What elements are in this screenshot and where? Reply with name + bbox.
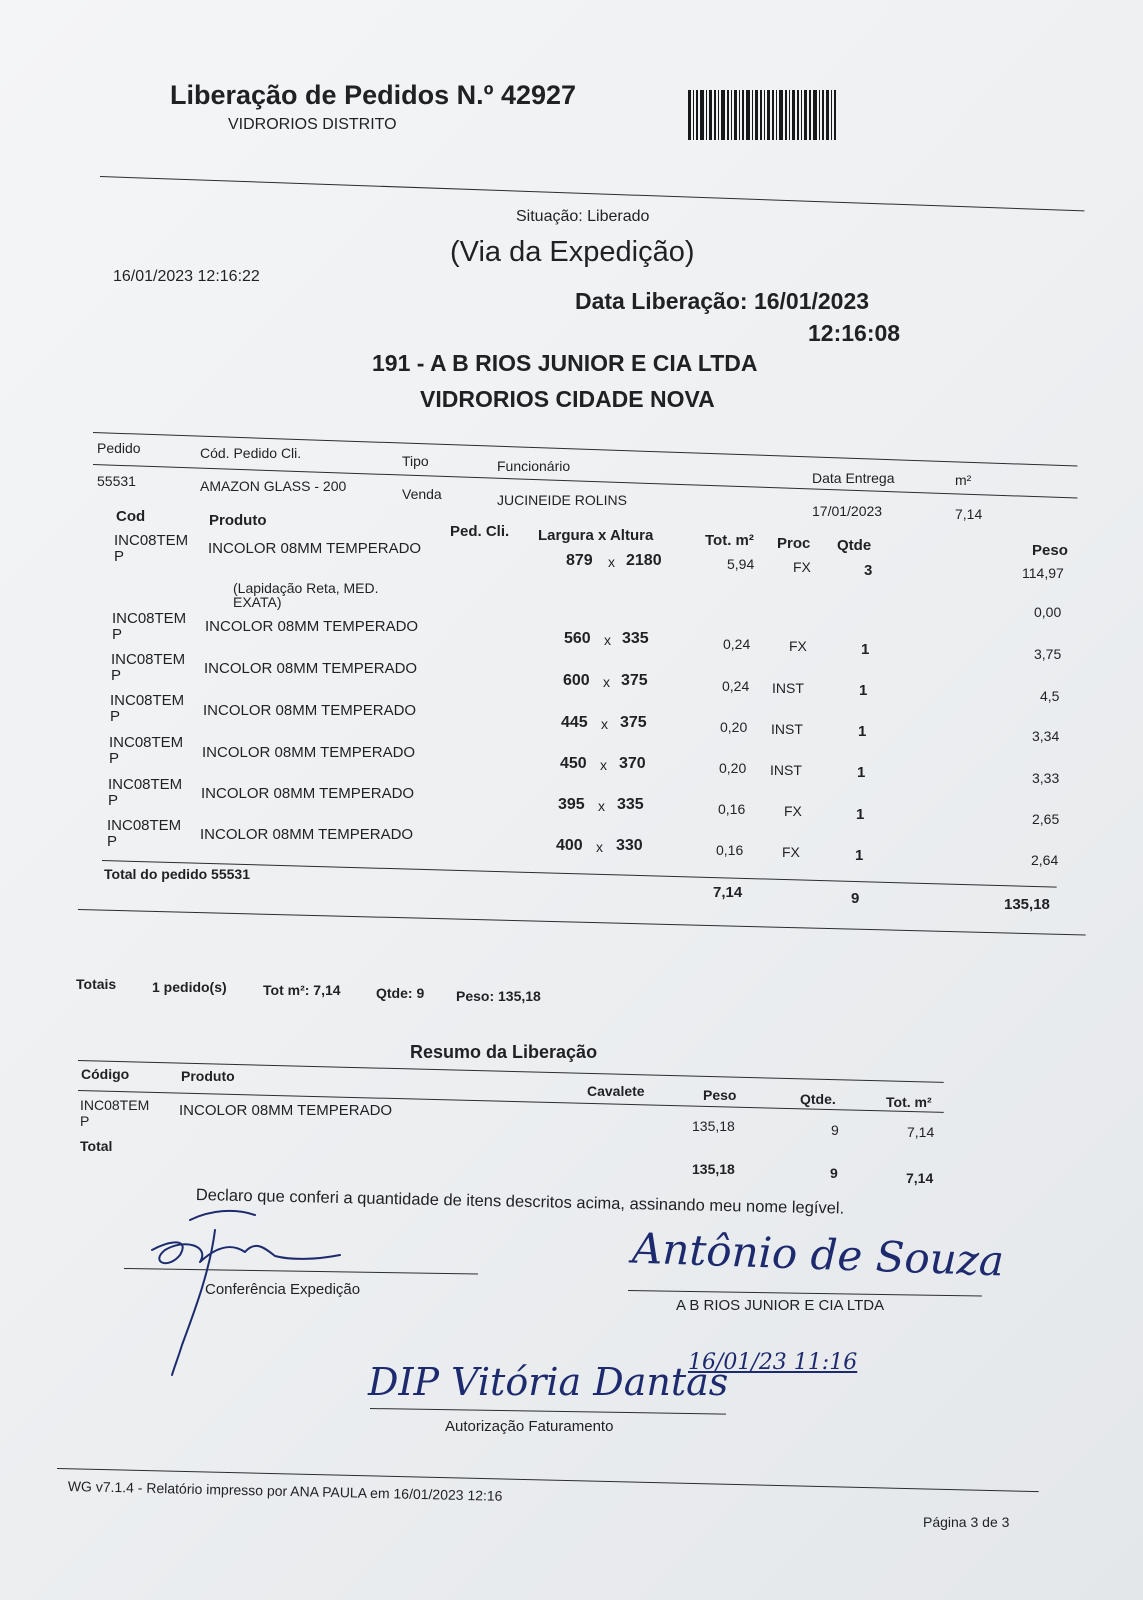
- item-product: INCOLOR 08MM TEMPERADO: [201, 785, 415, 802]
- printed-datetime: 16/01/2023 12:16:22: [113, 268, 260, 285]
- item-code: INC08TEM: [114, 532, 189, 549]
- item-code: INC08TEM: [110, 692, 185, 709]
- item-qtde: 3: [864, 562, 873, 579]
- item-tot-m2: 5,94: [727, 556, 755, 572]
- totals-weight: Peso: 135,18: [456, 988, 541, 1004]
- item-width: 450: [560, 755, 587, 772]
- item-x: x: [600, 757, 607, 773]
- conferencia-label: Conferência Expedição: [205, 1281, 361, 1298]
- handwritten-datetime: 16/01/23 11:16: [688, 1350, 858, 1375]
- col-funcionario: Funcionário: [497, 458, 571, 474]
- release-time: 12:16:08: [808, 320, 901, 346]
- item-width: 560: [564, 630, 591, 647]
- item-note-cont: EXATA): [233, 594, 282, 610]
- item-product: INCOLOR 08MM TEMPERADO: [202, 744, 416, 761]
- item-product: INCOLOR 08MM TEMPERADO: [205, 618, 419, 635]
- item-height: 375: [621, 672, 648, 689]
- item-height: 335: [617, 796, 644, 813]
- item-proc: FX: [789, 638, 807, 654]
- item-weight: 4,5: [1040, 688, 1060, 704]
- col-cod: Cod: [116, 508, 146, 525]
- page-number: Página 3 de 3: [923, 1514, 1010, 1530]
- col-m2: m²: [955, 472, 972, 488]
- summary-total-label: Total: [80, 1138, 113, 1154]
- order-total-qtde: 9: [851, 890, 860, 907]
- item-qtde: 1: [856, 806, 865, 823]
- item-qtde: 1: [861, 641, 870, 658]
- item-code-suffix: P: [111, 667, 122, 684]
- col-codigo: Código: [81, 1066, 130, 1082]
- item-height: 335: [622, 630, 649, 647]
- item-qtde: 1: [855, 847, 864, 864]
- item-height: 370: [619, 755, 646, 772]
- col-qtde: Qtde: [837, 537, 872, 554]
- item-code: INC08TEM: [108, 776, 183, 793]
- col-cod-pedido-cli: Cód. Pedido Cli.: [200, 445, 302, 461]
- summary-total-m2: 7,14: [906, 1170, 934, 1186]
- item-x: x: [608, 554, 615, 570]
- item-tot-m2: 0,20: [720, 719, 748, 735]
- col-data-entrega: Data Entrega: [812, 470, 895, 486]
- summary-title: Resumo da Liberação: [410, 1042, 598, 1062]
- item-code-suffix: P: [109, 750, 120, 767]
- col-tot-m2: Tot. m²: [705, 532, 754, 549]
- item-code-suffix: P: [114, 548, 125, 565]
- totals-label: Totais: [76, 976, 117, 992]
- item-tot-m2: 0,24: [722, 678, 750, 694]
- order-delivery-date: 17/01/2023: [812, 503, 883, 519]
- item-width: 879: [566, 552, 593, 569]
- item-proc: INST: [772, 680, 804, 696]
- summary-m2: 7,14: [907, 1124, 935, 1140]
- item-proc: FX: [793, 559, 811, 575]
- totals-orders: 1 pedido(s): [152, 979, 227, 995]
- item-qtde: 1: [858, 723, 867, 740]
- col-proc: Proc: [777, 535, 811, 552]
- item-weight: 3,34: [1032, 728, 1060, 744]
- autorizacao-handwritten-signature: DIP Vitória Dantas: [368, 1360, 729, 1404]
- order-client-code: AMAZON GLASS - 200: [200, 478, 347, 494]
- item-x: x: [601, 716, 608, 732]
- item-x: x: [598, 798, 605, 814]
- item-x: x: [604, 632, 611, 648]
- item-tot-m2: 0,20: [719, 760, 747, 776]
- item-code: INC08TEM: [107, 817, 182, 834]
- declaration-text: Declaro que conferi a quantidade de itens descritos acima, assinando meu nome legível.: [195, 1186, 845, 1218]
- item-proc: INST: [771, 721, 803, 737]
- col-peso: Peso: [1032, 542, 1068, 559]
- item-note: (Lapidação Reta, MED.: [233, 580, 379, 596]
- item-proc: FX: [784, 803, 802, 819]
- order-m2: 7,14: [955, 506, 983, 522]
- item-tot-m2: 0,16: [716, 842, 744, 858]
- col-summary-tot-m2: Tot. m²: [886, 1094, 932, 1110]
- company-name: VIDRORIOS DISTRITO: [228, 116, 397, 133]
- item-height: 375: [620, 714, 647, 731]
- item-code-suffix: P: [110, 708, 121, 725]
- client-signature-line: [628, 1290, 982, 1297]
- client-store: VIDRORIOS CIDADE NOVA: [420, 386, 715, 412]
- item-height: 330: [616, 837, 643, 854]
- order-total-weight: 135,18: [1004, 896, 1050, 913]
- item-qtde: 1: [859, 682, 868, 699]
- totals-m2: Tot m²: 7,14: [263, 982, 341, 998]
- copy-label: (Via da Expedição): [450, 236, 695, 268]
- item-code: INC08TEM: [111, 651, 186, 668]
- item-code: INC08TEM: [109, 734, 184, 751]
- order-bottom-rule: [78, 909, 1086, 936]
- item-product: INCOLOR 08MM TEMPERADO: [203, 702, 417, 719]
- item-product: INCOLOR 08MM TEMPERADO: [208, 540, 422, 557]
- summary-code-suffix: P: [80, 1113, 90, 1129]
- item-width: 600: [563, 672, 590, 689]
- item-tot-m2: 0,16: [718, 801, 746, 817]
- item-weight: 3,33: [1032, 770, 1060, 786]
- summary-weight: 135,18: [692, 1118, 735, 1134]
- release-date: Data Liberação: 16/01/2023: [575, 288, 870, 314]
- col-summary-produto: Produto: [181, 1068, 235, 1084]
- autorizacao-label: Autorização Faturamento: [445, 1418, 614, 1435]
- item-code-suffix: P: [112, 626, 123, 643]
- item-code-suffix: P: [107, 833, 118, 850]
- item-qtde: 1: [857, 764, 866, 781]
- col-summary-qtde: Qtde.: [800, 1091, 836, 1107]
- order-type: Venda: [402, 486, 442, 502]
- col-largura-altura: Largura x Altura: [538, 527, 654, 544]
- item-x: x: [596, 839, 603, 855]
- conferencia-signature: [140, 1200, 480, 1380]
- item-product: INCOLOR 08MM TEMPERADO: [204, 660, 418, 677]
- client-name: 191 - A B RIOS JUNIOR E CIA LTDA: [372, 350, 758, 376]
- item-x: x: [603, 674, 610, 690]
- col-summary-peso: Peso: [703, 1087, 737, 1103]
- client-signature-label: A B RIOS JUNIOR E CIA LTDA: [676, 1297, 885, 1314]
- summary-qtde: 9: [831, 1122, 839, 1138]
- document-title: Liberação de Pedidos N.º 42927: [170, 80, 577, 110]
- barcode: [688, 90, 863, 140]
- autorizacao-signature-line: [370, 1408, 726, 1415]
- item-height: 2180: [626, 552, 662, 569]
- col-pedido: Pedido: [97, 440, 141, 456]
- col-ped-cli: Ped. Cli.: [450, 523, 510, 540]
- client-handwritten-signature: Antônio de Souza: [631, 1223, 1005, 1286]
- col-cavalete: Cavalete: [587, 1083, 645, 1099]
- item-code-suffix: P: [108, 792, 119, 809]
- situation-status: Situação: Liberado: [516, 208, 650, 225]
- col-produto: Produto: [209, 512, 267, 529]
- item-weight: 2,65: [1032, 811, 1060, 827]
- summary-total-weight: 135,18: [692, 1161, 735, 1177]
- summary-code: INC08TEM: [80, 1097, 150, 1113]
- item-note-weight: 0,00: [1034, 604, 1062, 620]
- order-total-label: Total do pedido 55531: [104, 866, 250, 882]
- summary-total-qtde: 9: [830, 1165, 838, 1181]
- item-weight: 114,97: [1022, 565, 1064, 581]
- item-width: 395: [558, 796, 585, 813]
- item-product: INCOLOR 08MM TEMPERADO: [200, 826, 414, 843]
- order-employee: JUCINEIDE ROLINS: [497, 492, 627, 508]
- item-code: INC08TEM: [112, 610, 187, 627]
- item-width: 400: [556, 837, 583, 854]
- order-total-m2: 7,14: [713, 884, 743, 901]
- footer-printed-by: WG v7.1.4 - Relatório impresso por ANA PAULA em 16/01/2023 12:16: [67, 1478, 503, 1504]
- item-weight: 2,64: [1031, 852, 1059, 868]
- summary-product: INCOLOR 08MM TEMPERADO: [179, 1102, 393, 1119]
- item-proc: FX: [782, 844, 800, 860]
- order-number: 55531: [97, 473, 136, 489]
- totals-qtde: Qtde: 9: [376, 985, 425, 1001]
- item-tot-m2: 0,24: [723, 636, 751, 652]
- item-width: 445: [561, 714, 588, 731]
- item-proc: INST: [770, 762, 802, 778]
- item-weight: 3,75: [1034, 646, 1062, 662]
- header-divider: [100, 176, 1084, 211]
- col-tipo: Tipo: [402, 453, 429, 469]
